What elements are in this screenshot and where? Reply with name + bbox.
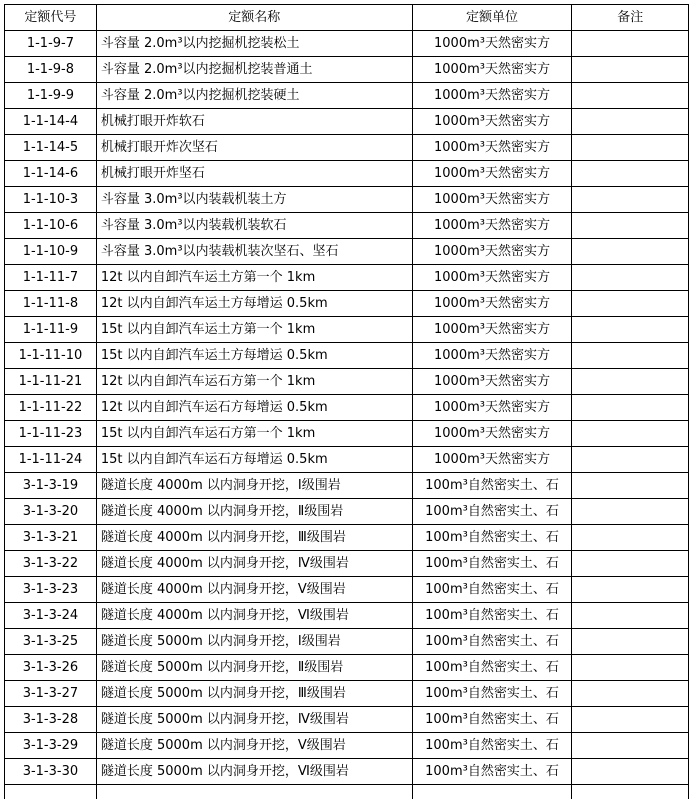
table-row: [5, 161, 689, 187]
cell-code: 3-1-3-19: [5, 473, 97, 499]
cell-unit: 100m³自然密实土、石: [412, 473, 572, 499]
cell-code: 1-1-10-6: [5, 213, 97, 239]
cell-note: [572, 447, 689, 473]
cell-name: 隧道长度 4000m 以内洞身开挖，Ⅳ级围岩: [96, 551, 412, 577]
cell-name: 隧道长度 5000m 以内洞身开挖，Ⅲ级围岩: [96, 681, 412, 707]
cell-name: 隧道长度 5000m 以内洞身开挖，Ⅰ级围岩: [96, 629, 412, 655]
cell-name: 12t 以内自卸汽车运土方每增运 0.5km: [96, 291, 412, 317]
cell-code: 1-1-11-8: [5, 291, 97, 317]
cell-unit: 1000m³天然密实方: [412, 57, 572, 83]
table-row: [5, 681, 689, 707]
table-row: [5, 733, 689, 759]
table-row: [5, 369, 689, 395]
cell-note: [572, 343, 689, 369]
cell-code: 3-1-3-25: [5, 629, 97, 655]
cell-note: [572, 681, 689, 707]
table-row: [5, 447, 689, 473]
cell-code: 1-1-11-9: [5, 317, 97, 343]
cell-unit: 100m³自然密实土、石: [412, 655, 572, 681]
cell-note: [572, 57, 689, 83]
cell-code: 1-1-11-10: [5, 343, 97, 369]
cell-name: 机械打眼开炸坚石: [96, 161, 412, 187]
cell-name: 机械打眼开炸软石: [96, 109, 412, 135]
cell-note: [572, 759, 689, 785]
cell-unit: 100m³自然密实土、石: [412, 707, 572, 733]
cell-note: [572, 369, 689, 395]
cell-name: 斗容量 2.0m³以内挖掘机挖装松土: [96, 31, 412, 57]
quota-table: [4, 4, 689, 799]
table-row: [5, 343, 689, 369]
cell-unit: 100m³自然密实土、石: [412, 499, 572, 525]
cell-code: 1-1-11-23: [5, 421, 97, 447]
cell-note: [572, 629, 689, 655]
cell-code: 1-1-14-4: [5, 109, 97, 135]
cell-note: [572, 187, 689, 213]
table-row: [5, 473, 689, 499]
header-code: 定额代号: [5, 5, 97, 31]
cell-code: 1-1-11-24: [5, 447, 97, 473]
cell-note: [572, 525, 689, 551]
cell-code: 1-1-10-9: [5, 239, 97, 265]
cell-code: 3-1-3-24: [5, 603, 97, 629]
cell-note: [572, 161, 689, 187]
cell-unit: 1000m³天然密实方: [412, 317, 572, 343]
cell-code: 1-1-14-5: [5, 135, 97, 161]
cell-name: 隧道长度 5000m 以内洞身开挖，Ⅴ级围岩: [96, 733, 412, 759]
cell-note: [572, 291, 689, 317]
cell-note: [572, 421, 689, 447]
cell-name: 隧道长度 4000m 以内洞身开挖，Ⅰ级围岩: [96, 473, 412, 499]
cell-unit: 1000m³天然密实方: [412, 109, 572, 135]
cell-unit: 100m³自然密实土、石: [412, 759, 572, 785]
table-row: [5, 577, 689, 603]
cell-unit: 1000m³天然密实方: [412, 31, 572, 57]
cell-unit: 100m³自然密实土、石: [412, 551, 572, 577]
cell-name: 斗容量 3.0m³以内装载机装次坚石、坚石: [96, 239, 412, 265]
table-row: [5, 83, 689, 109]
table-body: [5, 31, 689, 800]
cell-note: [572, 265, 689, 291]
table-row: [5, 265, 689, 291]
cell-code: 1-1-9-7: [5, 31, 97, 57]
cell-name: 15t 以内自卸汽车运石方第一个 1km: [96, 421, 412, 447]
cell-note: [572, 655, 689, 681]
cell-name-empty: [96, 785, 412, 800]
cell-unit: 1000m³天然密实方: [412, 447, 572, 473]
cell-code: 3-1-3-28: [5, 707, 97, 733]
cell-unit-empty: [412, 785, 572, 800]
cell-note-empty: [572, 785, 689, 800]
cell-unit: 1000m³天然密实方: [412, 83, 572, 109]
cell-unit: 1000m³天然密实方: [412, 265, 572, 291]
table-row: [5, 759, 689, 785]
cell-code: 1-1-11-21: [5, 369, 97, 395]
cell-name: 15t 以内自卸汽车运石方每增运 0.5km: [96, 447, 412, 473]
cell-code: 3-1-3-22: [5, 551, 97, 577]
cell-name: 12t 以内自卸汽车运土方第一个 1km: [96, 265, 412, 291]
header-name: 定额名称: [96, 5, 412, 31]
cell-unit: 1000m³天然密实方: [412, 239, 572, 265]
cell-unit: 100m³自然密实土、石: [412, 603, 572, 629]
cell-name: 机械打眼开炸次坚石: [96, 135, 412, 161]
cell-unit: 1000m³天然密实方: [412, 395, 572, 421]
cell-code-empty: [5, 785, 97, 800]
cell-note: [572, 317, 689, 343]
table-row: [5, 109, 689, 135]
table-row: [5, 421, 689, 447]
cell-unit: 1000m³天然密实方: [412, 213, 572, 239]
cell-unit: 100m³自然密实土、石: [412, 681, 572, 707]
header-row: [5, 5, 689, 31]
cell-note: [572, 135, 689, 161]
cell-name: 斗容量 2.0m³以内挖掘机挖装普通土: [96, 57, 412, 83]
table-row: [5, 603, 689, 629]
cell-name: 12t 以内自卸汽车运石方每增运 0.5km: [96, 395, 412, 421]
cell-code: 3-1-3-20: [5, 499, 97, 525]
cell-name: 隧道长度 5000m 以内洞身开挖，Ⅳ级围岩: [96, 707, 412, 733]
cell-code: 3-1-3-29: [5, 733, 97, 759]
table-row: [5, 31, 689, 57]
cell-note: [572, 473, 689, 499]
cell-unit: 100m³自然密实土、石: [412, 577, 572, 603]
table-row: [5, 187, 689, 213]
cell-unit: 1000m³天然密实方: [412, 369, 572, 395]
cell-unit: 1000m³天然密实方: [412, 135, 572, 161]
cell-note: [572, 83, 689, 109]
cell-unit: 100m³自然密实土、石: [412, 733, 572, 759]
cell-name: 隧道长度 4000m 以内洞身开挖，Ⅲ级围岩: [96, 525, 412, 551]
cell-code: 1-1-11-22: [5, 395, 97, 421]
header-note: 备注: [572, 5, 689, 31]
table-row: [5, 291, 689, 317]
cell-name: 15t 以内自卸汽车运土方第一个 1km: [96, 317, 412, 343]
table-row: [5, 655, 689, 681]
cell-name: 斗容量 3.0m³以内装载机装土方: [96, 187, 412, 213]
cell-unit: 100m³自然密实土、石: [412, 629, 572, 655]
cell-code: 1-1-9-9: [5, 83, 97, 109]
table-row: [5, 317, 689, 343]
table-row: [5, 629, 689, 655]
cell-unit: 1000m³天然密实方: [412, 161, 572, 187]
cell-unit: 1000m³天然密实方: [412, 187, 572, 213]
table-row: [5, 707, 689, 733]
header-unit: 定额单位: [412, 5, 572, 31]
cell-code: 3-1-3-23: [5, 577, 97, 603]
table-row: [5, 551, 689, 577]
cell-name: 斗容量 3.0m³以内装载机装软石: [96, 213, 412, 239]
cell-unit: 1000m³天然密实方: [412, 291, 572, 317]
cell-note: [572, 31, 689, 57]
cell-name: 15t 以内自卸汽车运土方每增运 0.5km: [96, 343, 412, 369]
cell-code: 1-1-10-3: [5, 187, 97, 213]
cell-unit: 1000m³天然密实方: [412, 343, 572, 369]
cell-name: 隧道长度 5000m 以内洞身开挖，Ⅱ级围岩: [96, 655, 412, 681]
table-header: [5, 5, 689, 31]
cell-code: 3-1-3-30: [5, 759, 97, 785]
table-row: [5, 135, 689, 161]
cell-note: [572, 213, 689, 239]
cell-name: 隧道长度 4000m 以内洞身开挖，Ⅱ级围岩: [96, 499, 412, 525]
cell-note: [572, 499, 689, 525]
table-row: [5, 525, 689, 551]
cell-name: 隧道长度 4000m 以内洞身开挖，Ⅵ级围岩: [96, 603, 412, 629]
cell-note: [572, 395, 689, 421]
cell-note: [572, 733, 689, 759]
table-row: [5, 213, 689, 239]
cell-code: 1-1-11-7: [5, 265, 97, 291]
cell-name: 12t 以内自卸汽车运石方第一个 1km: [96, 369, 412, 395]
cell-note: [572, 551, 689, 577]
cell-note: [572, 239, 689, 265]
table-row-partial: [5, 785, 689, 800]
cell-note: [572, 603, 689, 629]
cell-note: [572, 707, 689, 733]
table-row: [5, 395, 689, 421]
cell-code: 1-1-14-6: [5, 161, 97, 187]
table-row: [5, 499, 689, 525]
table-row: [5, 239, 689, 265]
cell-code: 3-1-3-27: [5, 681, 97, 707]
table-row: [5, 57, 689, 83]
cell-code: 1-1-9-8: [5, 57, 97, 83]
cell-unit: 100m³自然密实土、石: [412, 525, 572, 551]
cell-name: 隧道长度 5000m 以内洞身开挖，Ⅵ级围岩: [96, 759, 412, 785]
cell-unit: 1000m³天然密实方: [412, 421, 572, 447]
cell-note: [572, 109, 689, 135]
cell-code: 3-1-3-21: [5, 525, 97, 551]
cell-note: [572, 577, 689, 603]
cell-name: 斗容量 2.0m³以内挖掘机挖装硬土: [96, 83, 412, 109]
cell-name: 隧道长度 4000m 以内洞身开挖，Ⅴ级围岩: [96, 577, 412, 603]
cell-code: 3-1-3-26: [5, 655, 97, 681]
